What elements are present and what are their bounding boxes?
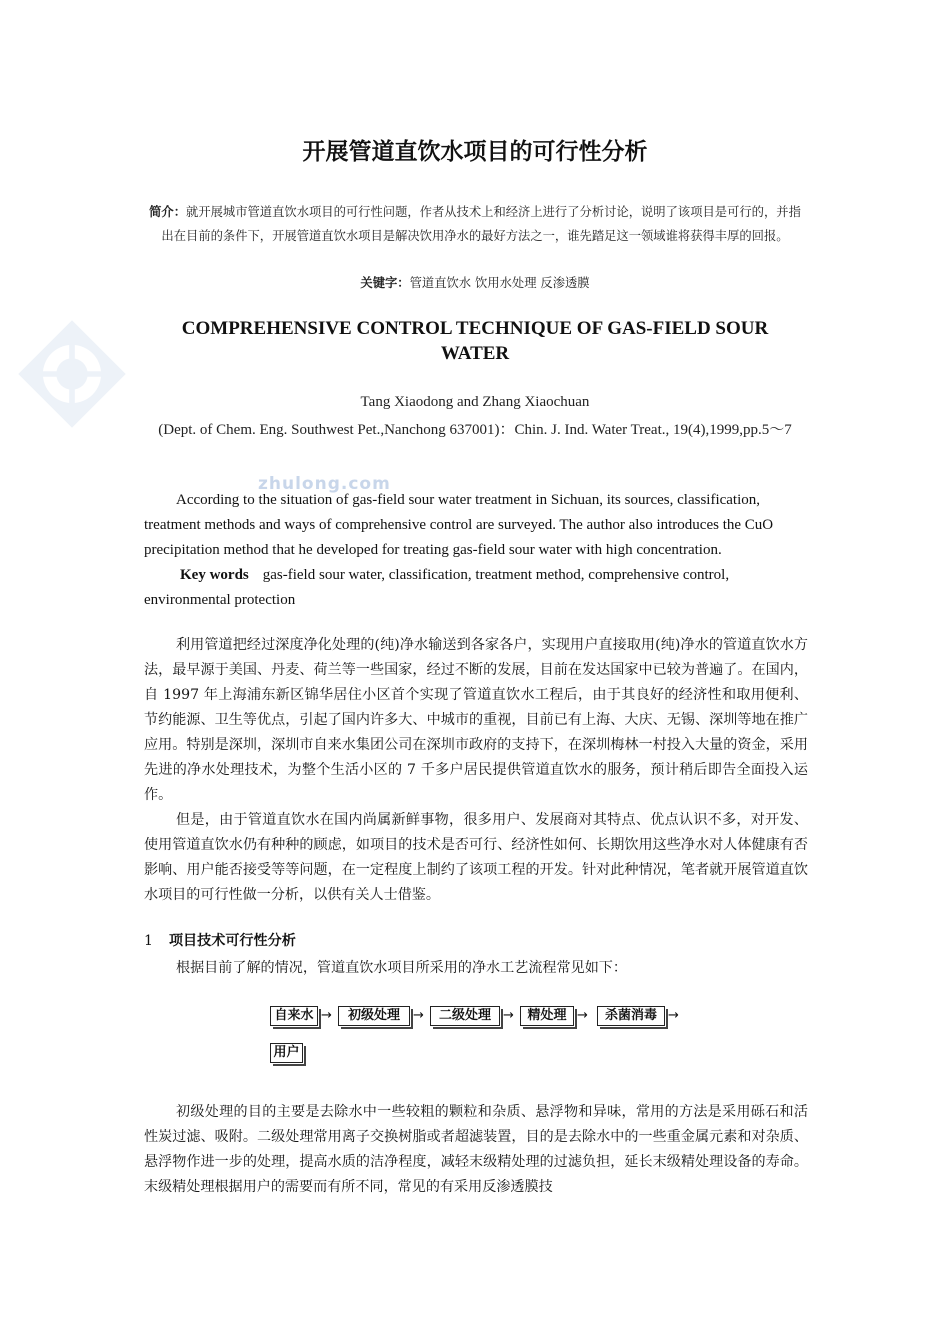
keywords-cn-label: 关键字： [360,276,410,290]
section-number: 1 [144,933,153,949]
body-paragraph-3: 根据目前了解的情况，管道直饮水项目所采用的净水工艺流程常见如下： [176,960,627,976]
abstract-cn [145,200,805,248]
abstract-cn-label: 简介： [149,205,187,219]
english-keywords [144,563,806,613]
flow-step-primary: 初级处理 [338,1006,410,1026]
page-title: 开展管道直饮水项目的可行性分析 [302,139,648,165]
english-title: COMPREHENSIVE CONTROL TECHNIQUE OF GAS-FIELD SOUR WATER [181,318,769,364]
flow-arrow-icon: → [503,1008,514,1023]
watermark-text: zhulong.com [258,474,391,494]
process-flow-diagram [270,1006,710,1066]
flow-step-fine: 精处理 [520,1006,574,1026]
flow-arrow-icon: → [577,1008,588,1023]
keywords-cn [145,272,805,294]
english-affiliation: (Dept. of Chem. Eng. Southwest Pet.,Nanchong 637001)：Chin. J. Ind. Water Treat., 19(4),1999,pp.5～7 [158,422,792,438]
flow-step-secondary: 二级处理 [430,1006,500,1026]
abstract-cn-text: 就开展城市管道直饮水项目的可行性问题，作者从技术上和经济上进行了分析讨论，说明了该项目是可行的，并指出在目前的条件下，开展管道直饮水项目是解决饮用净水的最好方法之一，谁先踏足这一领域谁将获得丰厚的回报。 [161,205,801,243]
flow-step-disinfect: 杀菌消毒 [597,1006,665,1026]
section-heading-1 [144,930,296,950]
body-paragraph-4: 初级处理的目的主要是去除水中一些较粗的颗粒和杂质、悬浮物和异味，常用的方法是采用砾石和活性炭过滤、吸附。二级处理常用离子交换树脂或者超滤装置，目的是去除水中的一些重金属元素和对杂质、悬浮物作进一步的处理，提高水质的洁净程度，减轻末级精处理的过滤负担，延长末级精处理设备的寿命。末级精处理根据用户的需要而有所不同，常见的有采用反渗透膜技 [144,1104,808,1195]
keywords-cn-text: 管道直饮水 饮用水处理 反渗透膜 [409,276,590,290]
flow-arrow-icon: → [413,1008,424,1023]
flow-arrow-icon: → [321,1008,332,1023]
english-authors: Tang Xiaodong and Zhang Xiaochuan [360,394,590,410]
body-paragraph-1: 利用管道把经过深度净化处理的(纯)净水输送到各家各户，实现用户直接取用(纯)净水的管道直饮水方法，最早源于美国、丹麦、荷兰等一些国家，经过不断的发展，目前在发达国家中已较为普遍了。在国内，自 1997 年上海浦东新区锦华居住小区首个实现了管道直饮水工程后，由于其良好的经济性和取用便利、节约能源、卫生等优点，引起了国内许多大、中城市的重视，目前已有上海、大庆、无锡、深圳等地在推广应用。特别是深圳，深圳市自来水集团公司在深圳市政府的支持下，在深圳梅林一村投入大量的资金，采用先进的净水处理技术，为整个生活小区的 7 千多户居民提供管道直饮水的服务，预计稍后即告全面投入运作。 [144,637,808,803]
flow-step-user: 用户 [270,1043,303,1063]
watermark-logo-icon [16,318,128,430]
english-keywords-text: gas-field sour water, classification, treatment method, comprehensive control, environmental protection [144,567,730,608]
english-abstract: According to the situation of gas-field sour water treatment in Sichuan, its sources, classification, treatment methods and ways of comprehensive control are surveyed. The author also introduces the CuO precipitation method that he developed for treating gas-field sour water with high concentration. [144,492,774,558]
english-keywords-label: Key words [180,567,249,583]
flow-step-tap-water: 自来水 [270,1006,318,1026]
body-paragraph-2: 但是，由于管道直饮水在国内尚属新鲜事物，很多用户、发展商对其特点、优点认识不多，对开发、使用管道直饮水仍有种种的顾虑，如项目的技术是否可行、经济性如何、长期饮用这些净水对人体健康有否影响、用户能否接受等等问题，在一定程度上制约了该项工程的开发。针对此种情况，笔者就开展管道直饮水项目的可行性做一分析，以供有关人士借鉴。 [144,812,808,903]
flow-arrow-icon: → [668,1008,679,1023]
section-title: 项目技术可行性分析 [168,933,296,949]
